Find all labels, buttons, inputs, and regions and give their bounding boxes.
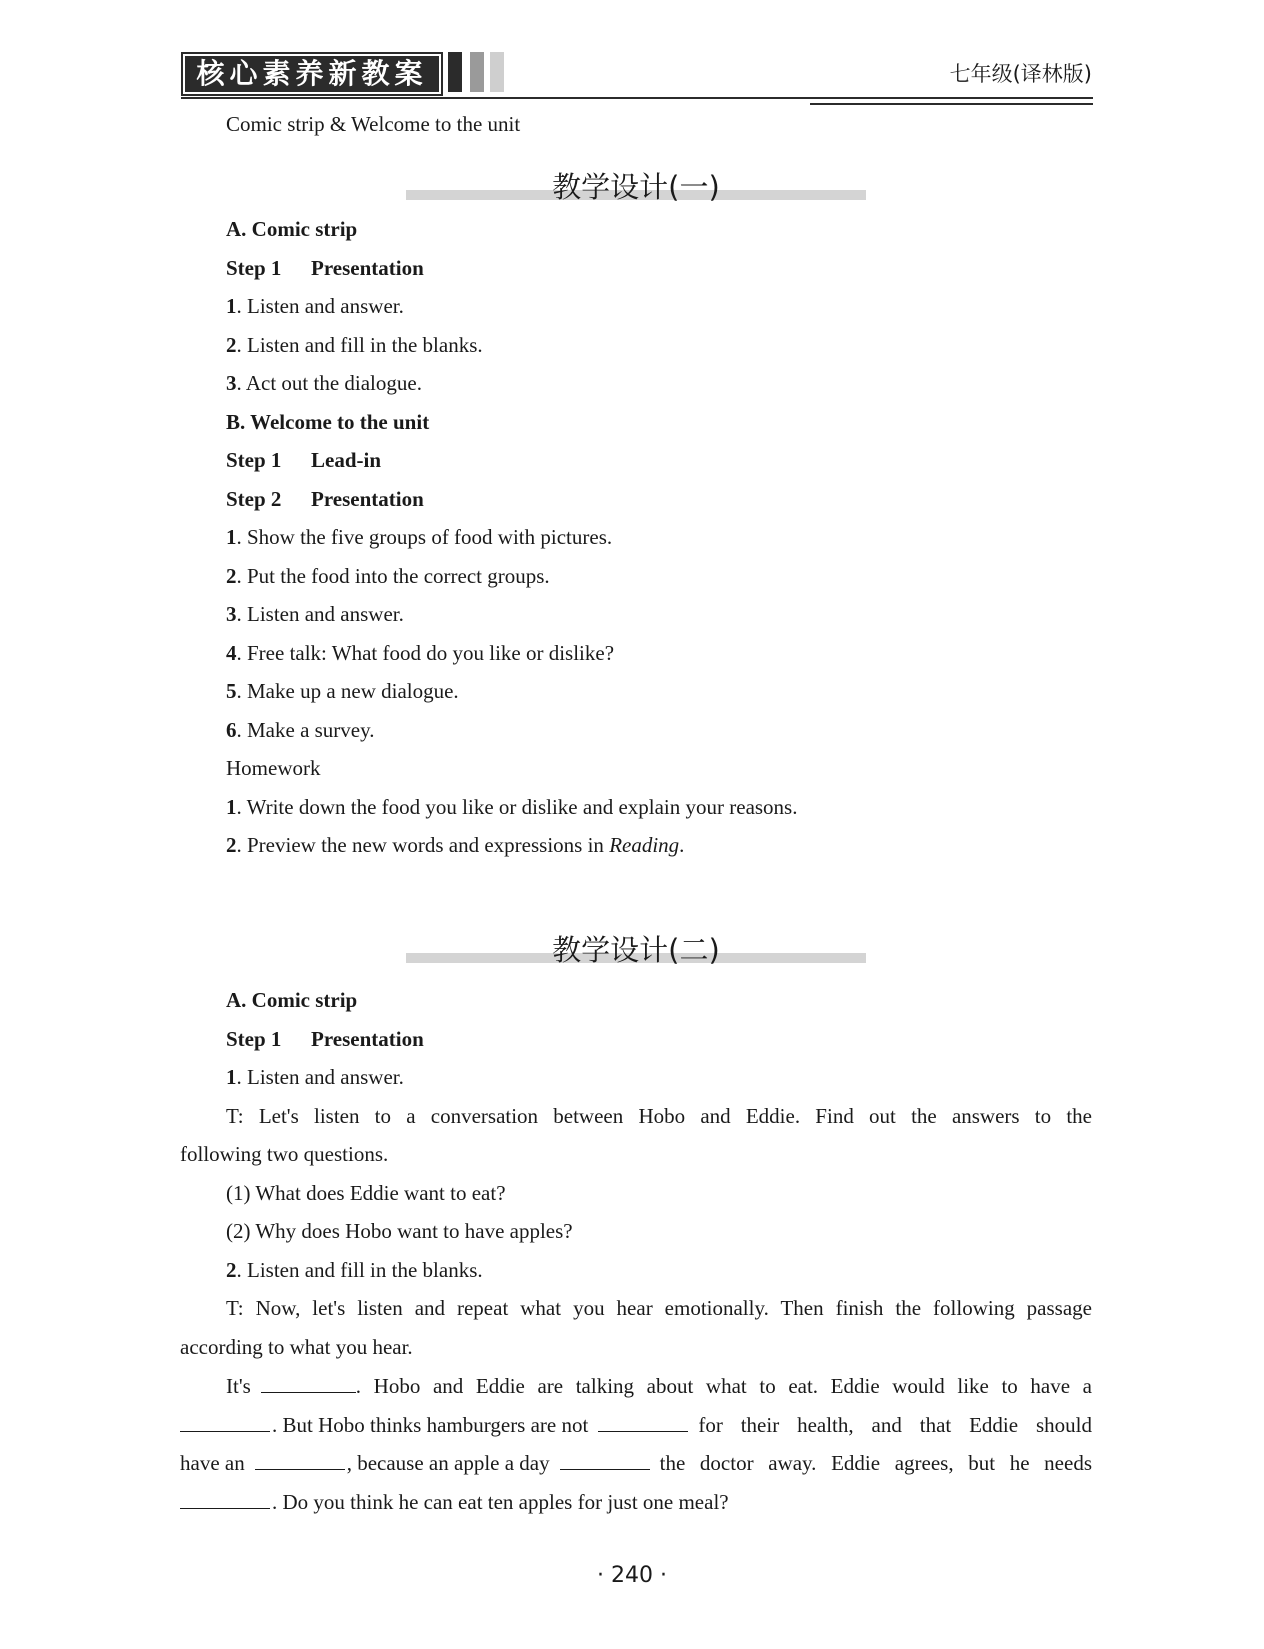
- teacher-line: T: Let's listen to a conversation between Hobo and Eddie. Find out the answers to the: [226, 1104, 1092, 1128]
- question-item: (2) Why does Hobo want to have apples?: [226, 1219, 573, 1243]
- list-item: 4. Free talk: What food do you like or dislike?: [226, 641, 615, 665]
- list-item: 1. Listen and answer.: [226, 1065, 404, 1089]
- fill-blank[interactable]: [180, 1411, 270, 1432]
- fill-blank[interactable]: [261, 1372, 356, 1393]
- header-decor-bar: [470, 52, 484, 92]
- part-a-heading: A. Comic strip: [226, 988, 358, 1012]
- list-item: 6. Make a survey.: [226, 718, 375, 742]
- teacher-line: following two questions.: [180, 1142, 389, 1166]
- passage-line: have an , because an apple a day the doctor away. Eddie agrees, but he needs: [180, 1451, 1092, 1475]
- teacher-line: according to what you hear.: [180, 1335, 413, 1359]
- list-item: 3. Act out the dialogue.: [226, 371, 422, 395]
- list-item: 1. Listen and answer.: [226, 294, 404, 318]
- header-decor-bar: [448, 52, 462, 92]
- list-item: 2. Put the food into the correct groups.: [226, 564, 550, 588]
- step-heading: Step 2 Presentation: [226, 487, 424, 511]
- part-a-heading: A. Comic strip: [226, 217, 358, 241]
- question-item: (1) What does Eddie want to eat?: [226, 1181, 506, 1205]
- list-item: 2. Listen and fill in the blanks.: [226, 1258, 483, 1282]
- passage-line: It's . Hobo and Eddie are talking about what to eat. Eddie would like to have a: [226, 1374, 1092, 1398]
- header-rule: [181, 97, 1093, 99]
- header-rule-short: [810, 103, 1093, 105]
- homework-item: 2. Preview the new words and expressions in Reading.: [226, 833, 685, 857]
- fill-blank[interactable]: [598, 1411, 688, 1432]
- step-heading: Step 1 Presentation: [226, 1027, 424, 1051]
- step-heading: Step 1 Lead-in: [226, 448, 382, 472]
- homework-label: Homework: [226, 756, 321, 780]
- fill-blank[interactable]: [560, 1449, 650, 1470]
- teacher-line: T: Now, let's listen and repeat what you hear emotionally. Then finish the following passage: [226, 1296, 1092, 1320]
- fill-blank[interactable]: [255, 1449, 345, 1470]
- passage-line: . But Hobo thinks hamburgers are not for their health, and that Eddie should: [180, 1411, 1092, 1438]
- homework-item: 1. Write down the food you like or dislike and explain your reasons.: [226, 795, 798, 819]
- passage-line: . Do you think he can eat ten apples for just one meal?: [180, 1488, 729, 1515]
- list-item: 1. Show the five groups of food with pictures.: [226, 525, 613, 549]
- page-number: · 240 ·: [597, 1563, 667, 1588]
- grade-label: 七年级(译林版): [949, 62, 1092, 86]
- list-item: 3. Listen and answer.: [226, 602, 404, 626]
- part-b-heading: B. Welcome to the unit: [226, 410, 430, 434]
- list-item: 2. Listen and fill in the blanks.: [226, 333, 483, 357]
- design-2-title: 教学设计(二): [552, 933, 720, 967]
- header-decor-bar: [490, 52, 504, 92]
- section-heading: Comic strip & Welcome to the unit: [226, 112, 521, 136]
- step-heading: Step 1 Presentation: [226, 256, 424, 280]
- design-1-title: 教学设计(一): [552, 170, 720, 204]
- list-item: 5. Make up a new dialogue.: [226, 679, 459, 703]
- book-title: 核心素养新教案: [181, 52, 443, 96]
- fill-blank[interactable]: [180, 1488, 270, 1509]
